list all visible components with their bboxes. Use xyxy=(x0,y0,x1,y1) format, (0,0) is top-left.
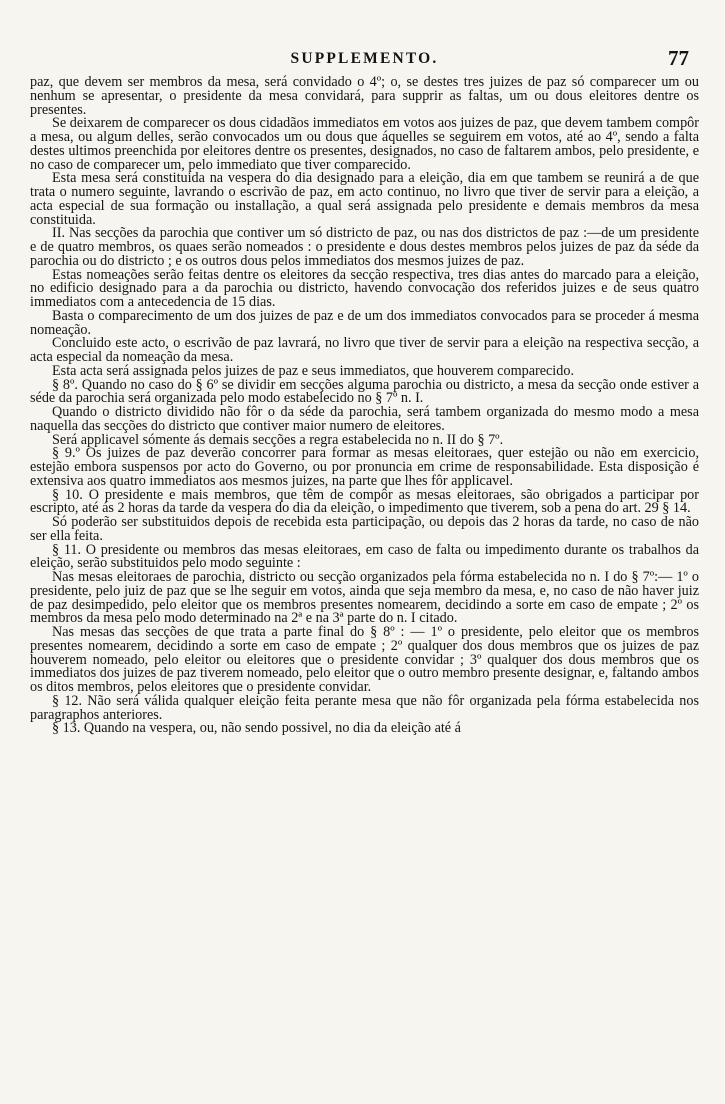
paragraph: Basta o comparecimento de um dos juizes de paz e de um dos immediatos convocados para se proceder á mesma nomeação. xyxy=(30,307,699,338)
page-title: SUPPLEMENTO. xyxy=(290,50,439,67)
body-text xyxy=(30,76,699,736)
paragraph: paz, que devem ser membros da mesa, será convidado o 4º; o, se destes tres juizes de paz só comparecer um ou nenhum se apresentar, o presidente da mesa convidará, para supprir as faltas, um ou dous eleitores dentre os presentes. xyxy=(30,74,699,118)
paragraph: § 9.º Os juizes de paz deverão concorrer para formar as mesas eleitoraes, quer estejão ou não em exercicio, estejão embora suspensos por acto do Governo, ou por pronuncia em crime de responsabilidade. Esta disposição é extensiva aos quatro immediatos aos mesmos juizes, na parte que lhes fôr applicavel. xyxy=(30,445,699,489)
paragraph: Estas nomeações serão feitas dentre os eleitores da secção respectiva, tres dias antes do marcado para a eleição, no edificio designado para a da parochia ou districto, havendo convocação dos referidos juizes e de seus quatro immediatos com a antecedencia de 15 dias. xyxy=(30,266,699,310)
running-head xyxy=(30,46,699,76)
page-number: 77 xyxy=(668,46,689,70)
paragraph: § 11. O presidente ou membros das mesas eleitoraes, em caso de falta ou impedimento durante os trabalhos da eleição, serão substituidos pelo modo seguinte : xyxy=(30,541,699,572)
paragraph: Esta mesa será constituida na vespera do dia designado para a eleição, dia em que tambem se reunirá a de que trata o numero seguinte, lavrando o escrivão de paz, em acto continuo, no livro que tiver de servir para a eleição, a acta especial de sua formação ou installação, a qual será assignada pelo presidente e demais membros da mesa constituida. xyxy=(30,170,699,228)
paragraph: Será applicavel sómente ás demais secções a regra estabelecida no n. II do § 7º. xyxy=(52,431,504,448)
paragraph: § 8º. Quando no caso do § 6º se dividir em secções alguma parochia ou districto, a mesa da secção onde estiver a séde da parochia será organizada pelo modo estabelecido no § 7º n. I. xyxy=(30,376,699,407)
paragraph: Concluido este acto, o escrivão de paz lavrará, no livro que tiver de servir para a eleição na respectiva secção, a acta especial da nomeação da mesa. xyxy=(30,335,699,365)
paragraph: Nas mesas das secções de que trata a parte final do § 8º : — 1º o presidente, pelo eleitor que os membros presentes nomearem, decidindo a sorte em caso de empate ; 2º qualquer dos dous membros que os juizes de paz houverem nomeado, pelo eleitor ou eleitores que o presidente convidar ; 3º qualquer dos dous membros que os immediatos dos juizes de paz tiverem nomeado, pelo eleitor que o outro membro presente designar, e, faltando ambos os ditos membros, pelos eleitores que o presidente convidar. xyxy=(30,624,699,695)
paragraph: Esta acta será assignada pelos juizes de paz e seus immediatos, que houverem comparecido. xyxy=(52,362,574,379)
paragraph: Só poderão ser substituidos depois de recebida esta participação, ou depois das 2 horas da tarde, no caso de não ser ella feita. xyxy=(30,514,699,544)
paragraph: § 13. Quando na vespera, ou, não sendo possivel, no dia da eleição até á xyxy=(52,720,461,737)
paragraph: II. Nas secções da parochia que contiver um só districto de paz, ou nas dos districtos de paz :—de um presidente e de quatro membros, os quaes serão nomeados : o presidente e dous destes membros pelos juizes de paz da séde da parochia ou do districto ; e os outros dous pelos immediatos dos mesmos juizes de paz. xyxy=(30,225,699,269)
paragraph: Nas mesas eleitoraes de parochia, districto ou secção organizados pela fórma estabelecida no n. I do § 7º:— 1º o presidente, pelo juiz de paz que se lhe seguir em votos, ainda que seja membro da mesa, e, no caso de não haver juiz de paz desimpedido, pelo eleitor que os membros presentes nomearem, decidindo a sorte em caso de empate ; 2º os membros da mesa pelo modo determinado na 2ª e na 3ª parte do n. I citado. xyxy=(30,569,699,627)
paragraph: § 12. Não será válida qualquer eleição feita perante mesa que não fôr organizada pela fórma estabelecida nos paragraphos anteriores. xyxy=(30,692,699,723)
paragraph: § 10. O presidente e mais membros, que têm de compôr as mesas eleitoraes, são obrigados a participar por escripto, até ás 2 horas da tarde da vespera do dia da eleição, o impedimento que tiverem, sob a pena do art. 29 § 14. xyxy=(30,486,699,517)
paragraph: Quando o districto dividido não fôr o da séde da parochia, será tambem organizada do mesmo modo a mesa naquella das secções do districto que contiver maior numero de eleitores. xyxy=(30,404,699,434)
paragraph: Se deixarem de comparecer os dous cidadãos immediatos em votos aos juizes de paz, que devem tambem compôr a mesa, ou algum delles, serão convocados um ou dous que áquelles se seguirem em votos, até ao 4º, sendo a falta destes ultimos preenchida por eleitores dentre os presentes, designados, no caso de faltarem ambos, pelo presidente, e no caso de comparecer um, pelo immediato que tiver comparecido. xyxy=(30,115,699,173)
